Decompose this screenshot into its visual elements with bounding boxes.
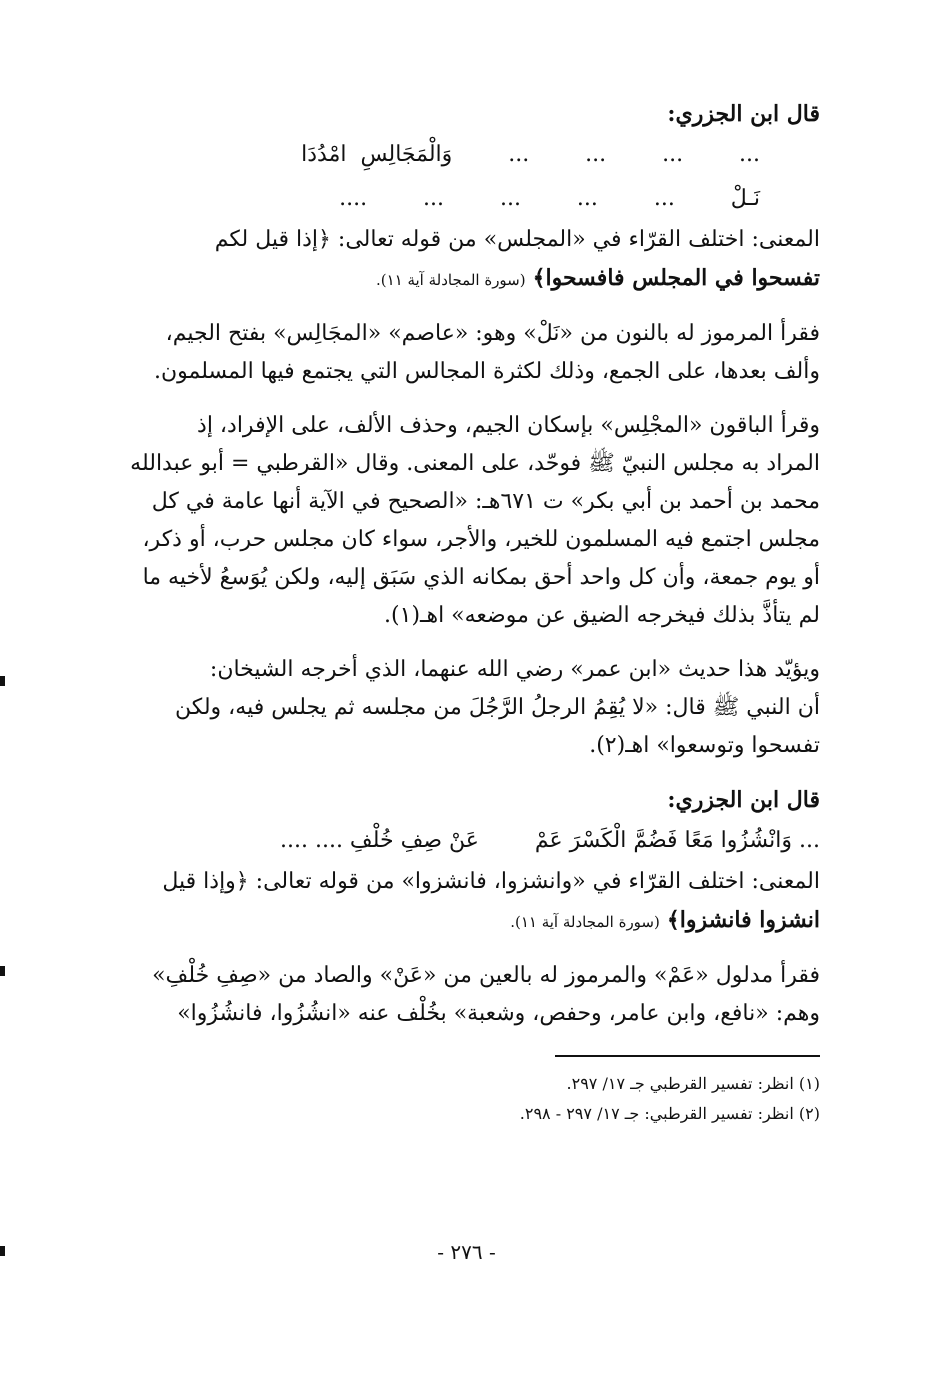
footnote: (٢) انظر: تفسير القرطبي: جـ ١٧/ ٢٩٧ - ٢٩٨. — [519, 1104, 820, 1123]
text-line: وقرأ الباقون «المجْلِس» بإسكان الجيم، وحذف الألف، على الإفراد، إذ — [197, 413, 820, 438]
text-line: مجلس اجتمع فيه المسلمون للخير، والأجر، سواء كان مجلس حرب، أو ذكر، — [142, 527, 820, 552]
page-number: - ٢٧٦ - — [437, 1240, 496, 1264]
scan-edge-mark — [0, 1246, 5, 1256]
footnote: (١) انظر: تفسير القرطبي جـ ١٧/ ٢٩٧. — [566, 1074, 820, 1093]
paragraph — [105, 315, 820, 391]
paragraph — [105, 407, 820, 635]
meaning-line — [105, 901, 820, 941]
meaning-line — [105, 863, 820, 901]
quran-quote: انشزوا فانشزوا﴾ — [666, 907, 820, 933]
text-line: وهم: «نافع، وابن عامر، وحفص، وشعبة» بخُلْف عنه «انشُزُوا، فانشُزُوا» — [177, 1001, 820, 1026]
text-line: فقرأ مدلول «عَمْ» والمرموز له بالعين من «عَنْ» والصاد من «صِفِ خُلْفِ» — [152, 963, 820, 988]
page-body — [105, 95, 820, 1129]
meaning-line — [105, 259, 820, 299]
paragraph — [105, 651, 820, 765]
meaning-line — [105, 221, 820, 259]
text-line: وألف بعدها، على الجمع، وذلك لكثرة المجالس التي يجتمع فيها المسلمون. — [154, 359, 820, 384]
surah-reference: (سورة المجادلة آية ١١). — [375, 271, 526, 289]
section-heading: قال ابن الجزري: — [667, 787, 820, 813]
text-line: لم يتأذَّ بذلك فيخرجه الضيق عن موضعه» اهـ(١). — [384, 603, 820, 628]
footnotes — [105, 1069, 820, 1129]
text-line: ويؤيّد هذا حديث «ابن عمر» رضي الله عنهما، الذي أخرجه الشيخان: — [209, 657, 820, 682]
surah-reference: (سورة المجادلة آية ١١). — [510, 913, 660, 931]
footnote-divider — [555, 1055, 820, 1057]
verse-line: ... وَانْشُزُوا مَعًا فَضُمَّ الْكَسْرَ عَمْ عَنْ صِفِ خُلْفِ .... .... — [280, 828, 820, 853]
quran-quote: تفسحوا في المجلس فافسحوا﴾ — [532, 265, 820, 291]
section-heading: قال ابن الجزري: — [667, 101, 820, 127]
text-line: أو يوم جمعة، وأن كل واحد أحق بمكانه الذي سَبَق إليه، ولكن يُوَسعُ لأخيه ما — [142, 565, 820, 590]
text-line: فقرأ المرموز له بالنون من «نَلْ» وهو: «عاصم» «المجَالِس» بفتح الجيم، — [165, 321, 820, 346]
scan-edge-mark — [0, 676, 5, 686]
verse-line: نَـلْ ... ... ... ... .... — [339, 186, 760, 211]
scan-edge-mark — [0, 966, 5, 976]
text-line: تفسحوا وتوسعوا» اهـ(٢). — [589, 733, 820, 758]
verse-line: ... ... ... ... وَالْمَجَالِسِ امْدُدَا — [301, 142, 760, 167]
meaning-text: المعنى: اختلف القرّاء في «المجلس» من قوله تعالى: ﴿إذا قيل لكم — [214, 227, 820, 252]
meaning-text: المعنى: اختلف القرّاء في «وانشزوا، فانشزوا» من قوله تعالى: ﴿وإذا قيل — [162, 869, 820, 894]
text-line: أن النبي ﷺ قال: «لا يُقِمُ الرجلُ الرَّجُلَ من مجلسه ثم يجلس فيه، ولكن — [174, 695, 820, 720]
text-line: المراد به مجلس النبيّ ﷺ فوحّد، على المعنى. وقال «القرطبي = أبو عبدالله — [130, 451, 820, 476]
paragraph — [105, 957, 820, 1033]
text-line: محمد بن أحمد بن أبي بكر» ت ٦٧١هـ: «الصحيح في الآية أنها عامة في كل — [151, 489, 820, 514]
